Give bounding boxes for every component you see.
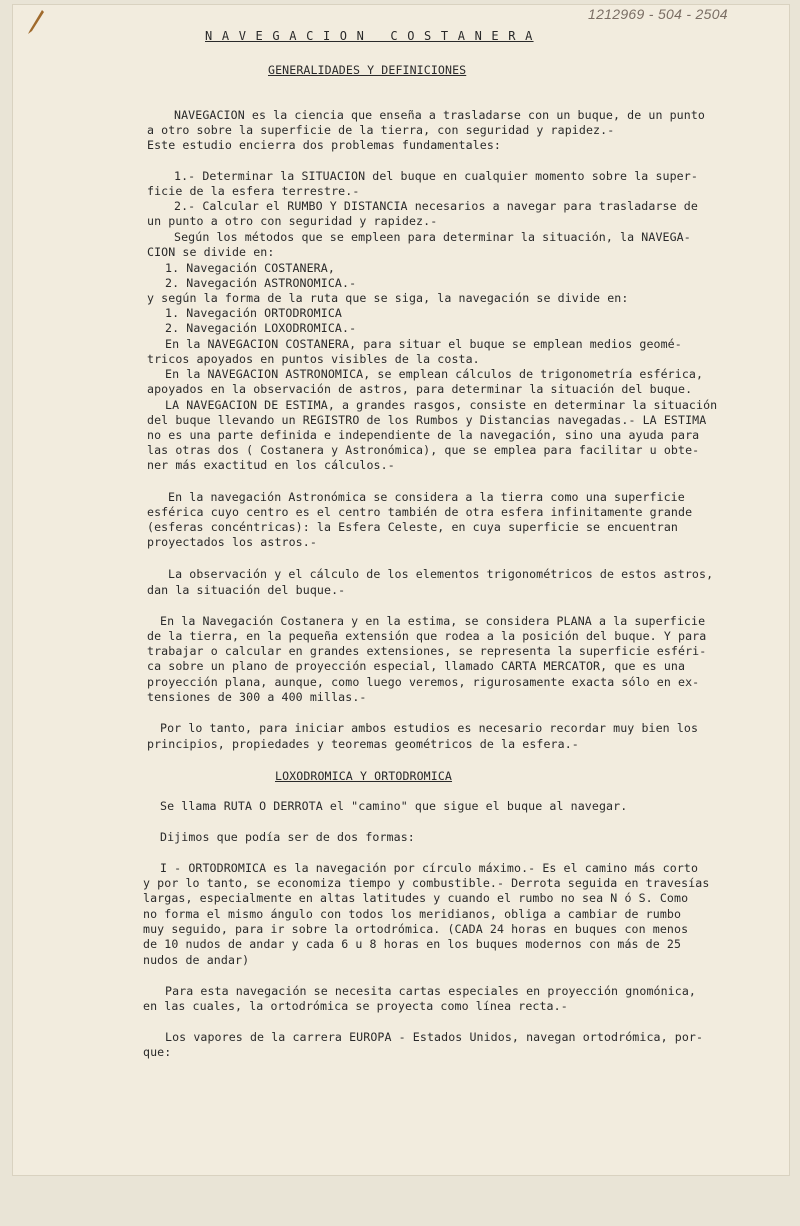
text-line: CION se divide en: <box>147 245 275 259</box>
text-line: Por lo tanto, para iniciar ambos estudios es necesario recordar muy bien los <box>160 721 699 735</box>
text-line: Según los métodos que se empleen para determinar la situación, la NAVEGA- <box>174 230 691 244</box>
text-line: un punto a otro con seguridad y rapidez.- <box>147 214 438 228</box>
text-line: principios, propiedades y teoremas geométricos de la esfera.- <box>147 737 579 751</box>
text-line: LA NAVEGACION DE ESTIMA, a grandes rasgos, consiste en determinar la situación <box>165 398 718 412</box>
text-line: En la navegación Astronómica se considera a la tierra como una superficie <box>168 490 685 504</box>
page-title: N A V E G A C I O N C O S T A N E R A <box>205 29 534 43</box>
text-line: tricos apoyados en puntos visibles de la costa. <box>147 352 480 366</box>
text-line: de la tierra, en la pequeña extensión que rodea a la posición del buque. Y para <box>147 629 707 643</box>
text-line: dan la situación del buque.- <box>147 583 346 597</box>
text-line: ficie de la esfera terrestre.- <box>147 184 360 198</box>
text-line: las otras dos ( Costanera y Astronómica), que se emplea para facilitar u obte- <box>147 443 700 457</box>
text-line: ner más exactitud en los cálculos.- <box>147 458 395 472</box>
text-line: I - ORTODROMICA es la navegación por círculo máximo.- Es el camino más corto <box>160 861 699 875</box>
text-line: del buque llevando un REGISTRO de los Rumbos y Distancias navegadas.- LA ESTIMA <box>147 413 707 427</box>
text-line: Dijimos que podía ser de dos formas: <box>160 830 415 844</box>
text-line: y por lo tanto, se economiza tiempo y combustible.- Derrota seguida en travesías <box>143 876 710 890</box>
text-line: de 10 nudos de andar y cada 6 u 8 horas en los buques modernos con más de 25 <box>143 937 682 951</box>
text-line: 2.- Calcular el RUMBO Y DISTANCIA necesarios a navegar para trasladarse de <box>174 199 698 213</box>
text-line: 2. Navegación LOXODROMICA.- <box>165 321 357 335</box>
text-line: tensiones de 300 a 400 millas.- <box>147 690 367 704</box>
page-subtitle: GENERALIDADES Y DEFINICIONES <box>268 63 467 77</box>
text-line: Se llama RUTA O DERROTA el "camino" que sigue el buque al navegar. <box>160 799 628 813</box>
text-line: muy seguido, para ir sobre la ortodrómica. (CADA 24 horas en buques con menos <box>143 922 689 936</box>
text-line: Los vapores de la carrera EUROPA - Estados Unidos, navegan ortodrómica, por- <box>165 1030 704 1044</box>
text-line: largas, especialmente en altas latitudes y cuando el rumbo no sea N ó S. Como <box>143 891 689 905</box>
text-line: (esferas concéntricas): la Esfera Celeste, en cuya superficie se encuentran <box>147 520 679 534</box>
text-line: En la Navegación Costanera y en la estima, se considera PLANA a la superficie <box>160 614 706 628</box>
text-line: NAVEGACION es la ciencia que enseña a trasladarse con un buque, de un punto <box>174 108 706 122</box>
text-line: 1. Navegación ORTODROMICA <box>165 306 343 320</box>
text-line: que: <box>143 1045 172 1059</box>
text-line: La observación y el cálculo de los elementos trigonométricos de estos astros, <box>168 567 714 581</box>
text-line: En la NAVEGACION COSTANERA, para situar el buque se emplean medios geomé- <box>165 337 682 351</box>
text-line: no forma el mismo ángulo con todos los meridianos, obliga a cambiar de rumbo <box>143 907 682 921</box>
text-line: 2. Navegación ASTRONOMICA.- <box>165 276 357 290</box>
text-line: apoyados en la observación de astros, para determinar la situación del buque. <box>147 382 693 396</box>
text-line: en las cuales, la ortodrómica se proyecta como línea recta.- <box>143 999 568 1013</box>
text-line: a otro sobre la superficie de la tierra, con seguridad y rapidez.- <box>147 123 615 137</box>
text-line: Este estudio encierra dos problemas fundamentales: <box>147 138 502 152</box>
archive-reference: 1212969 - 504 - 2504 <box>588 6 728 22</box>
text-line: proyectados los astros.- <box>147 535 317 549</box>
text-line: Para esta navegación se necesita cartas especiales en proyección gnomónica, <box>165 984 697 998</box>
text-line: y según la forma de la ruta que se siga, la navegación se divide en: <box>147 291 629 305</box>
section-heading: LOXODROMICA Y ORTODROMICA <box>275 769 453 783</box>
text-line: proyección plana, aunque, como luego veremos, rigurosamente exacta sólo en ex- <box>147 675 700 689</box>
text-line: ca sobre un plano de proyección especial, llamado CARTA MERCATOR, que es una <box>147 659 686 673</box>
text-line: esférica cuyo centro es el centro también de otra esfera infinitamente grande <box>147 505 693 519</box>
text-line: trabajar o calcular en grandes extensiones, se representa la superficie esféri- <box>147 644 707 658</box>
text-line: 1.- Determinar la SITUACION del buque en cualquier momento sobre la super- <box>174 169 698 183</box>
text-line: nudos de andar) <box>143 953 250 967</box>
text-line: 1. Navegación COSTANERA, <box>165 261 335 275</box>
text-line: no es una parte definida e independiente de la navegación, sino una ayuda para <box>147 428 700 442</box>
text-line: En la NAVEGACION ASTRONOMICA, se emplean cálculos de trigonometría esférica, <box>165 367 704 381</box>
pen-mark-icon <box>24 8 46 36</box>
